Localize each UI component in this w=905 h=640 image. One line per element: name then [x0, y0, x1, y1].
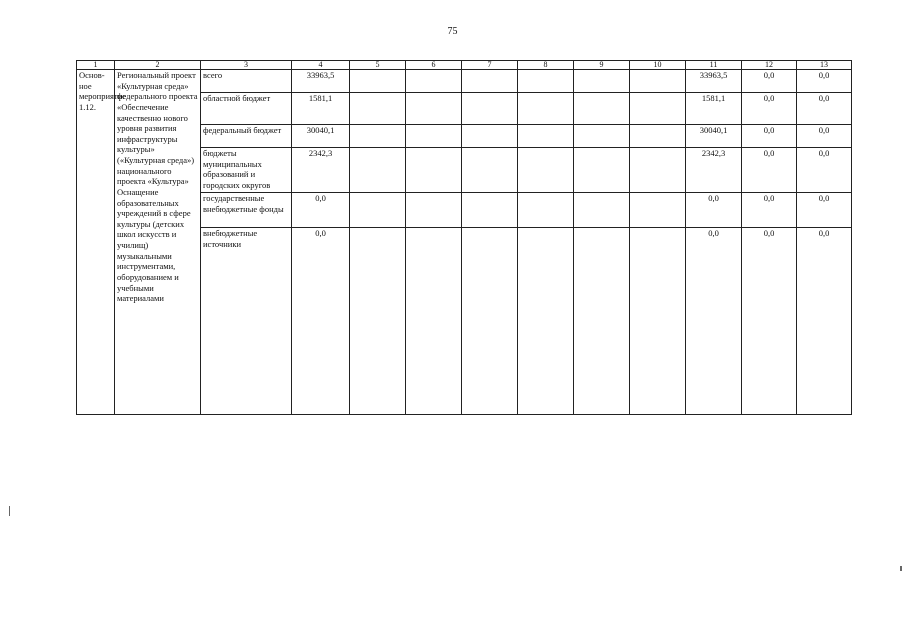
column-header: 8 — [518, 61, 574, 70]
year-amount-cell: 0,0 — [686, 228, 742, 415]
budget-table — [76, 60, 852, 415]
total-amount-cell: 0,0 — [292, 228, 350, 415]
year-amount-cell: 0,0 — [797, 93, 852, 125]
funding-source-cell: внебюджетные источники — [201, 228, 292, 415]
column-header: 6 — [406, 61, 462, 70]
column-header: 5 — [350, 61, 406, 70]
year-amount-cell: 0,0 — [797, 125, 852, 148]
column-header: 1 — [77, 61, 115, 70]
activity-code-cell: Основ-ное мероприятие 1.12. — [77, 70, 115, 415]
activity-description-cell: Региональный проект «Культурная среда» федерального проекта «Обеспечение качественно нового уровня развития инфраструктуры культуры» («Культурная среда») национального проекта «Культура» Оснащение образовательных учреждений в сфере культуры (детских школ искусств и училищ) музыкальными инструментами, оборудованием и учебными материалами — [115, 70, 201, 415]
column-number-row — [77, 61, 852, 70]
year-amount-cell: 0,0 — [797, 228, 852, 415]
year-amount-cell: 0,0 — [742, 70, 797, 93]
year-amount-cell: 2342,3 — [686, 148, 742, 193]
total-amount-cell: 0,0 — [292, 193, 350, 228]
column-header: 10 — [630, 61, 686, 70]
column-header: 13 — [797, 61, 852, 70]
year-amount-cell: 0,0 — [742, 148, 797, 193]
year-amount-cell: 1581,1 — [686, 93, 742, 125]
year-amount-cell: 30040,1 — [686, 125, 742, 148]
year-amount-cell: 0,0 — [797, 70, 852, 93]
funding-source-cell: государственные внебюджетные фонды — [201, 193, 292, 228]
total-amount-cell: 33963,5 — [292, 70, 350, 93]
year-amount-cell: 0,0 — [686, 193, 742, 228]
column-header: 3 — [201, 61, 292, 70]
column-header: 12 — [742, 61, 797, 70]
year-amount-cell: 0,0 — [742, 125, 797, 148]
total-amount-cell: 30040,1 — [292, 125, 350, 148]
scan-artifact-left — [9, 506, 10, 516]
column-header: 4 — [292, 61, 350, 70]
table-row — [77, 70, 852, 93]
funding-source-cell: федеральный бюджет — [201, 125, 292, 148]
year-amount-cell: 0,0 — [742, 193, 797, 228]
year-amount-cell: 0,0 — [797, 193, 852, 228]
total-amount-cell: 1581,1 — [292, 93, 350, 125]
funding-source-cell: бюджеты муниципальных образований и городских округов — [201, 148, 292, 193]
column-header: 2 — [115, 61, 201, 70]
year-amount-cell: 33963,5 — [686, 70, 742, 93]
year-amount-cell: 0,0 — [797, 148, 852, 193]
year-amount-cell: 0,0 — [742, 228, 797, 415]
scan-artifact-right — [900, 566, 902, 571]
funding-source-cell: всего — [201, 70, 292, 93]
column-header: 11 — [686, 61, 742, 70]
year-amount-cell: 0,0 — [742, 93, 797, 125]
column-header: 9 — [574, 61, 630, 70]
column-header: 7 — [462, 61, 518, 70]
funding-source-cell: областной бюджет — [201, 93, 292, 125]
total-amount-cell: 2342,3 — [292, 148, 350, 193]
page-number: 75 — [447, 26, 458, 37]
